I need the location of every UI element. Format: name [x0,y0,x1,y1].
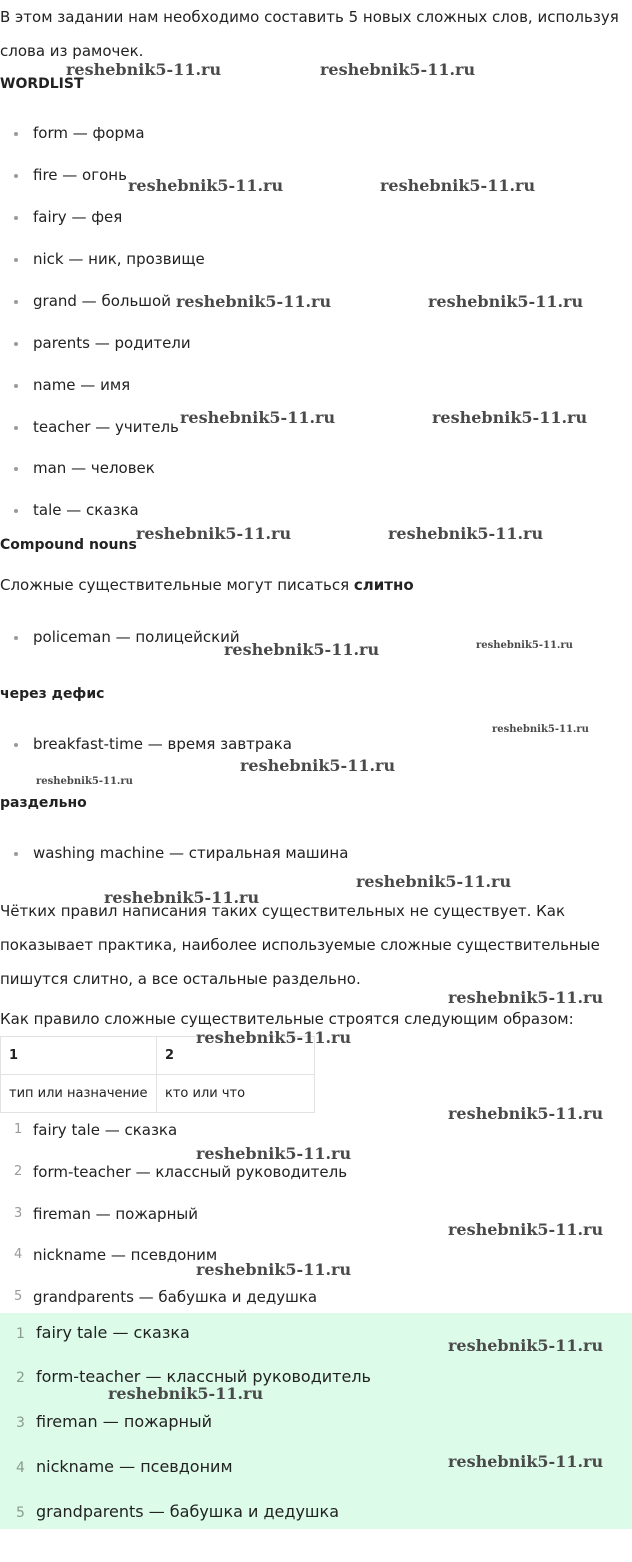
watermark: reshebnik5-11.ru [448,1452,604,1471]
watermark: reshebnik5-11.ru [176,292,332,311]
watermark: reshebnik5-11.ru [448,1104,604,1123]
watermark: reshebnik5-11.ru [380,176,536,195]
watermark: reshebnik5-11.ru [428,292,584,311]
structure-text: Как правило сложные существительные строятся следующим образом: [0,1010,574,1028]
rules-line-2: показывает практика, наиболее используемые сложные существительные [0,936,600,954]
bullet-icon [14,509,18,513]
bullet-icon [14,300,18,304]
watermark: reshebnik5-11.ru [448,988,604,1007]
watermark: reshebnik5-11.ru [356,872,512,891]
bullet-icon [14,174,18,178]
watermark: reshebnik5-11.ru [180,408,336,427]
bullet-icon [14,743,18,747]
watermark: reshebnik5-11.ru [136,524,292,543]
watermark: reshebnik5-11.ru [224,640,380,659]
answer-box: 1 fairy tale — сказка 2 form-teacher — классный руководитель 3 fireman — пожарный 4 nickname — псевдоним 5 grandparents — бабушка и дедушка [0,1313,632,1529]
table-row [1,1075,315,1113]
wordlist-heading: WORDLIST [0,76,84,92]
bullet-icon [14,426,18,430]
bullet-icon [14,384,18,388]
watermark: reshebnik5-11.ru [492,724,589,735]
bullet-icon [14,216,18,220]
watermark: reshebnik5-11.ru [128,176,284,195]
structure-table [0,1036,315,1113]
watermark: reshebnik5-11.ru [108,1384,264,1403]
compound-intro: Сложные существительные могут писаться слитно [0,576,414,594]
table-cell: кто или что [157,1075,315,1113]
compound-intro-bold: слитно [353,576,414,594]
rules-line-3: пишутся слитно, а все остальные раздельно. [0,970,361,988]
table-header-cell: 1 [1,1037,157,1075]
watermark: reshebnik5-11.ru [240,756,396,775]
rules-line-1: Чётких правил написания таких существительных не существует. Как [0,902,566,920]
bullet-icon [14,852,18,856]
bullet-icon [14,636,18,640]
watermark: reshebnik5-11.ru [104,888,260,907]
table-header-cell: 2 [157,1037,315,1075]
intro-line-1: В этом задании нам необходимо составить 5 новых сложных слов, используя [0,8,619,26]
watermark: reshebnik5-11.ru [36,776,133,787]
intro-line-2: слова из рамочек. [0,42,144,60]
compound-heading: Compound nouns [0,537,137,553]
table-cell: тип или назначение [1,1075,157,1113]
watermark: reshebnik5-11.ru [320,60,476,79]
watermark: reshebnik5-11.ru [448,1220,604,1239]
bullet-icon [14,258,18,262]
watermark: reshebnik5-11.ru [476,640,573,651]
watermark: reshebnik5-11.ru [66,60,222,79]
hyphen-heading: через дефис [0,686,105,702]
watermark: reshebnik5-11.ru [196,1260,352,1279]
bullet-icon [14,342,18,346]
watermark: reshebnik5-11.ru [196,1144,352,1163]
separate-heading: раздельно [0,795,87,811]
watermark: reshebnik5-11.ru [388,524,544,543]
bullet-icon [14,467,18,471]
bullet-icon [14,132,18,136]
watermark: reshebnik5-11.ru [448,1336,604,1355]
watermark: reshebnik5-11.ru [432,408,588,427]
watermark: reshebnik5-11.ru [196,1028,352,1047]
